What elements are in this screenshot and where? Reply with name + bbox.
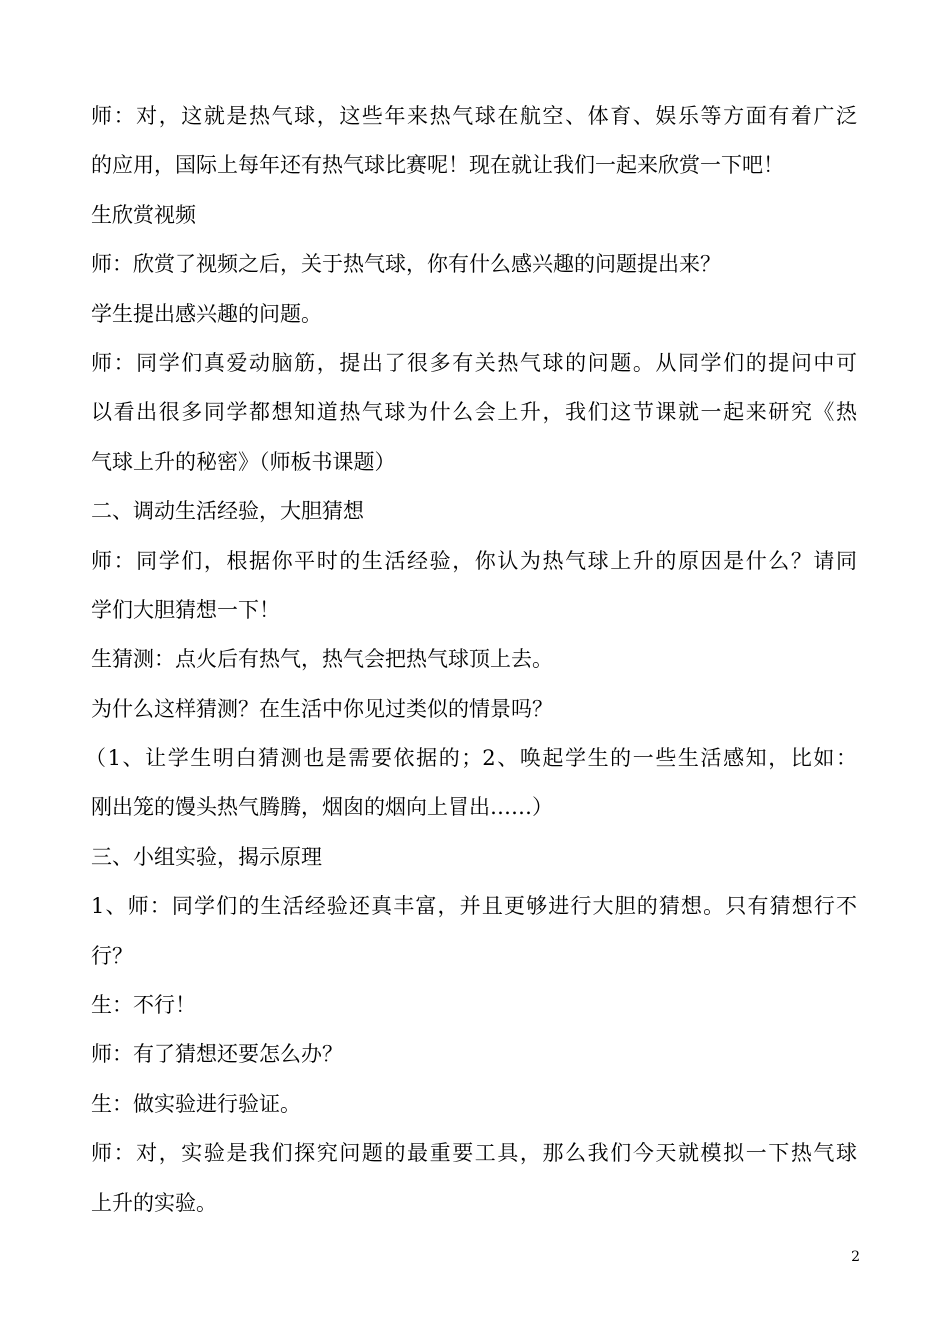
text-line: 师：对，这就是热气球，这些年来热气球在航空、体育、娱乐等方面有着广泛 (91, 104, 857, 128)
text-line: 生：不行！ (91, 993, 196, 1018)
text-line: 行？ (91, 943, 133, 968)
text-line: 的应用，国际上每年还有热气球比赛呢！现在就让我们一起来欣赏一下吧！ (91, 153, 784, 178)
text-line: 师：欣赏了视频之后，关于热气球，你有什么感兴趣的问题提出来？ (91, 252, 721, 277)
section-heading: 二、调动生活经验，大胆猜想 (91, 499, 364, 524)
text-line: 学生提出感兴趣的问题。 (91, 301, 322, 326)
text-line: 以看出很多同学都想知道热气球为什么会上升，我们这节课就一起来研究《热 (91, 400, 857, 425)
text-line: 师：对，实验是我们探究问题的最重要工具，那么我们今天就模拟一下热气球 (91, 1141, 857, 1166)
text-line: 上升的实验。 (91, 1190, 217, 1215)
text-line: 师：同学们真爱动脑筋，提出了很多有关热气球的问题。从同学们的提问中可 (91, 350, 857, 375)
text-line: 师：同学们，根据你平时的生活经验，你认为热气球上升的原因是什么？请同 (91, 548, 857, 573)
text-line: 生猜测：点火后有热气，热气会把热气球顶上去。 (91, 647, 553, 672)
section-heading: 三、小组实验，揭示原理 (91, 844, 322, 869)
text-line: 刚出笼的馒头热气腾腾，烟囱的烟向上冒出……） (91, 795, 553, 820)
text-line: 生欣赏视频 (91, 202, 196, 227)
text-line: 生：做实验进行验证。 (91, 1091, 301, 1116)
text-line: （1、让学生明白猜测也是需要依据的；2、唤起学生的一些生活感知，比如： (85, 746, 857, 771)
text-line: 1、师：同学们的生活经验还真丰富，并且更够进行大胆的猜想。只有猜想行不 (91, 894, 857, 919)
page-number: 2 (851, 1249, 860, 1265)
text-line: 气球上升的秘密》（师板书课题） (91, 449, 396, 474)
document-body (85, 92, 857, 1228)
text-line: 师：有了猜想还要怎么办？ (91, 1042, 343, 1067)
text-line: 学们大胆猜想一下！ (91, 597, 280, 622)
text-line: 为什么这样猜测？在生活中你见过类似的情景吗？ (91, 696, 553, 721)
